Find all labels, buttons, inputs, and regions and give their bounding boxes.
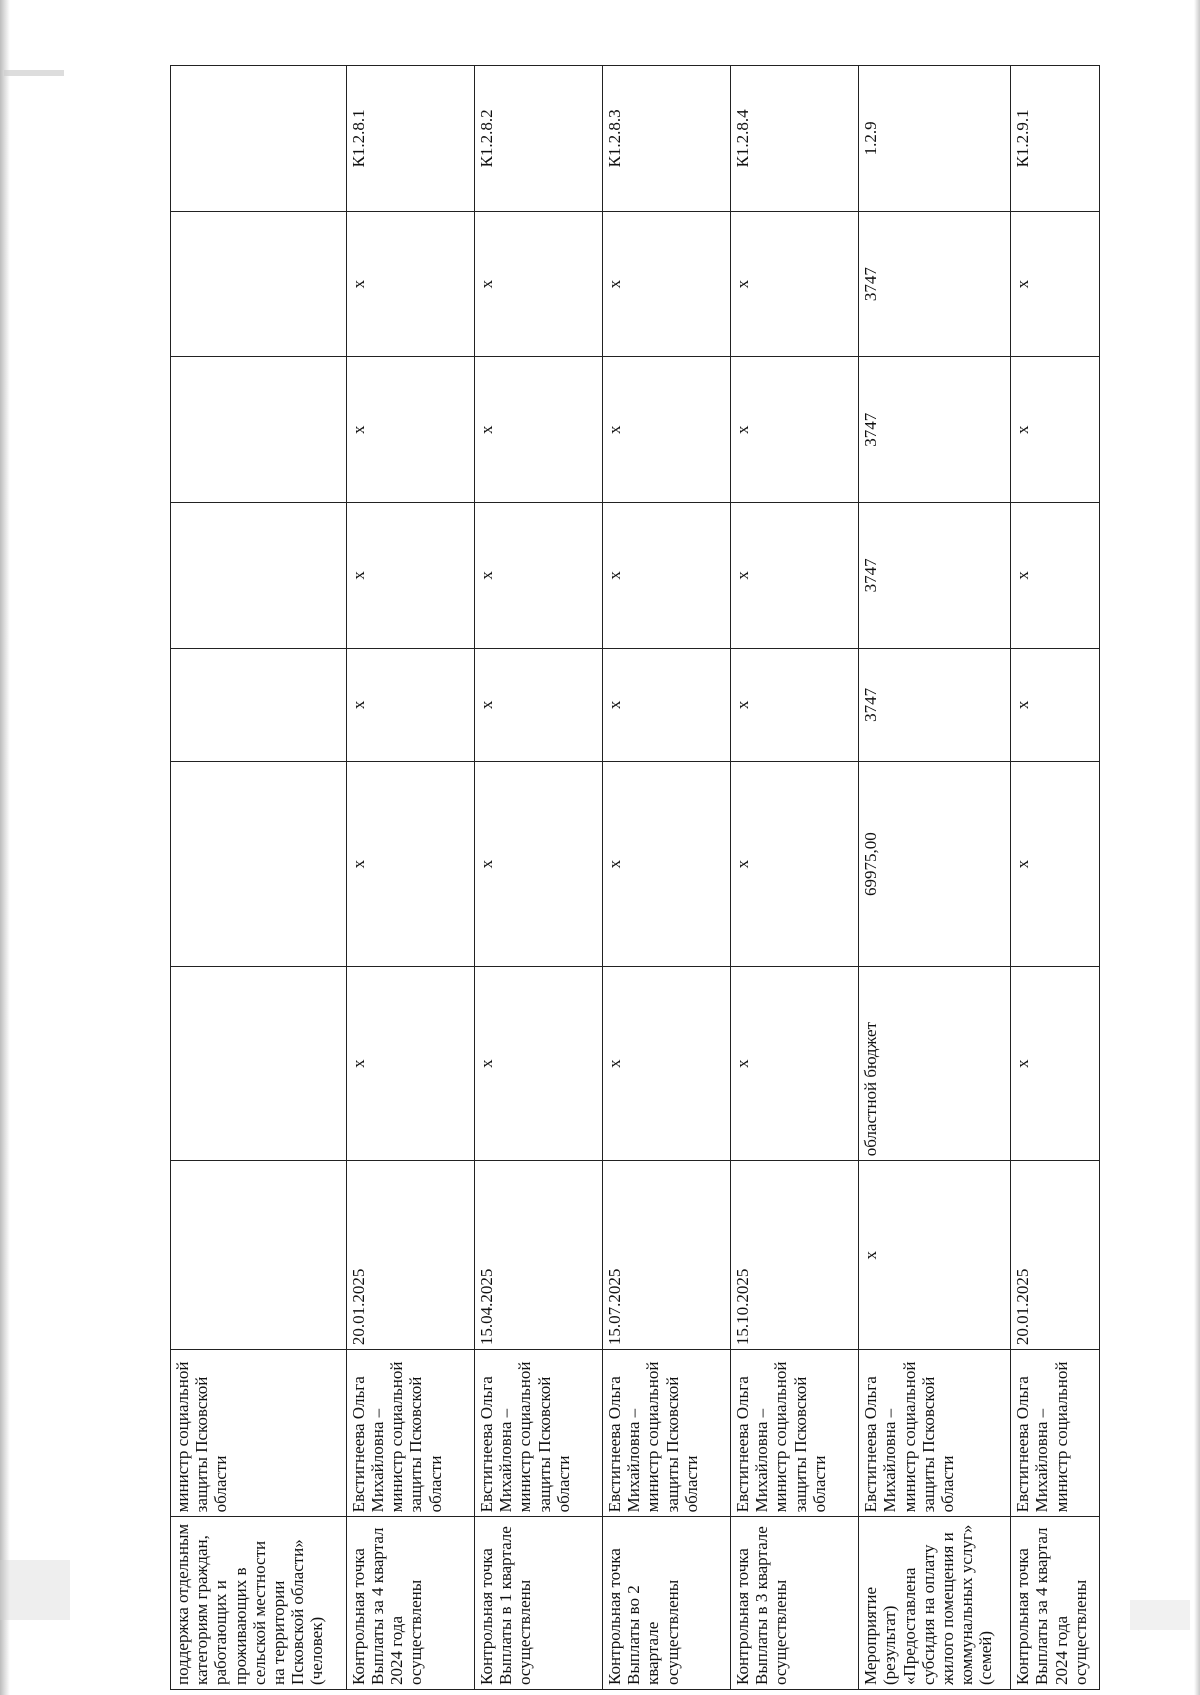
value-cell: х: [1011, 211, 1100, 357]
value-cell: х: [346, 648, 474, 761]
value-cell: х: [731, 211, 859, 357]
value-cell: х: [474, 357, 602, 503]
value-cell: х: [474, 211, 602, 357]
scan-edge-right: [1194, 0, 1200, 1695]
plan-table: [170, 65, 1100, 1690]
value-cell: х: [346, 211, 474, 357]
value-cell: 3747: [859, 211, 1011, 357]
table-row: [1011, 66, 1100, 1690]
value-cell: х: [474, 648, 602, 761]
table-row: [603, 66, 731, 1690]
value-cell: х: [731, 648, 859, 761]
date-cell: х: [859, 1161, 1011, 1350]
total-cell: х: [1011, 762, 1100, 967]
value-cell: х: [1011, 357, 1100, 503]
code-cell: 1.2.9: [859, 66, 1011, 212]
value-cell: 3747: [859, 357, 1011, 503]
name-cell: поддержка отдельным категориям граждан, работающих и проживающих в сельской местности на территории Псковской области» (человек): [171, 1517, 347, 1690]
source-cell: х: [474, 967, 602, 1161]
value-cell: х: [731, 503, 859, 649]
responsible-cell: Евстигнеева Ольга Михайловна – министр социальной защиты Псковской области: [859, 1350, 1011, 1517]
value-cell: х: [346, 503, 474, 649]
date-cell: 15.07.2025: [603, 1161, 731, 1350]
source-cell: х: [1011, 967, 1100, 1161]
value-cell: [171, 211, 347, 357]
value-cell: [171, 648, 347, 761]
date-cell: 20.01.2025: [1011, 1161, 1100, 1350]
responsible-cell: Евстигнеева Ольга Михайловна – министр социальной защиты Псковской области: [731, 1350, 859, 1517]
value-cell: х: [346, 357, 474, 503]
scan-speck: [1130, 1600, 1190, 1630]
value-cell: 3747: [859, 648, 1011, 761]
value-cell: [171, 503, 347, 649]
total-cell: х: [731, 762, 859, 967]
name-cell: Контрольная точка Выплаты в 1 квартале осуществлены: [474, 1517, 602, 1690]
source-cell: х: [731, 967, 859, 1161]
responsible-cell: Евстигнеева Ольга Михайловна – министр социальной защиты Псковской области: [474, 1350, 602, 1517]
responsible-cell: Евстигнеева Ольга Михайловна – министр социальной: [1011, 1350, 1100, 1517]
value-cell: х: [603, 648, 731, 761]
value-cell: х: [1011, 503, 1100, 649]
scan-speck: [0, 1560, 70, 1620]
table-row: [859, 66, 1011, 1690]
responsible-cell: Евстигнеева Ольга Михайловна – министр социальной защиты Псковской области: [346, 1350, 474, 1517]
document-page: [170, 65, 1100, 1690]
code-cell: К1.2.8.2: [474, 66, 602, 212]
responsible-cell: министр социальной защиты Псковской области: [171, 1350, 347, 1517]
value-cell: х: [603, 211, 731, 357]
total-cell: 69975,00: [859, 762, 1011, 967]
source-cell: х: [603, 967, 731, 1161]
value-cell: х: [1011, 648, 1100, 761]
value-cell: х: [474, 503, 602, 649]
table-row: [171, 66, 347, 1690]
responsible-cell: Евстигнеева Ольга Михайловна – министр социальной защиты Псковской области: [603, 1350, 731, 1517]
date-cell: 15.04.2025: [474, 1161, 602, 1350]
table-row: [474, 66, 602, 1690]
name-cell: Мероприятие (результат) «Предоставлена субсидия на оплату жилого помещения и коммунальных услуг» (семей): [859, 1517, 1011, 1690]
date-cell: 15.10.2025: [731, 1161, 859, 1350]
scan-edge-left: [0, 0, 10, 1695]
code-cell: К1.2.8.4: [731, 66, 859, 212]
name-cell: Контрольная точка Выплаты за 4 квартал 2024 года осуществлены: [346, 1517, 474, 1690]
name-cell: Контрольная точка Выплаты в 3 квартале осуществлены: [731, 1517, 859, 1690]
code-cell: К1.2.8.1: [346, 66, 474, 212]
value-cell: х: [603, 503, 731, 649]
total-cell: х: [474, 762, 602, 967]
value-cell: х: [603, 357, 731, 503]
scan-speck: [4, 70, 64, 76]
table-row: [731, 66, 859, 1690]
source-cell: х: [346, 967, 474, 1161]
value-cell: 3747: [859, 503, 1011, 649]
code-cell: К1.2.9.1: [1011, 66, 1100, 212]
source-cell: областной бюджет: [859, 967, 1011, 1161]
date-cell: [171, 1161, 347, 1350]
total-cell: [171, 762, 347, 967]
value-cell: [171, 357, 347, 503]
total-cell: х: [346, 762, 474, 967]
code-cell: К1.2.8.3: [603, 66, 731, 212]
source-cell: [171, 967, 347, 1161]
value-cell: х: [731, 357, 859, 503]
name-cell: Контрольная точка Выплаты за 4 квартал 2024 года осуществлены: [1011, 1517, 1100, 1690]
table-row: [346, 66, 474, 1690]
code-cell: [171, 66, 347, 212]
date-cell: 20.01.2025: [346, 1161, 474, 1350]
total-cell: х: [603, 762, 731, 967]
name-cell: Контрольная точка Выплаты во 2 квартале осуществлены: [603, 1517, 731, 1690]
